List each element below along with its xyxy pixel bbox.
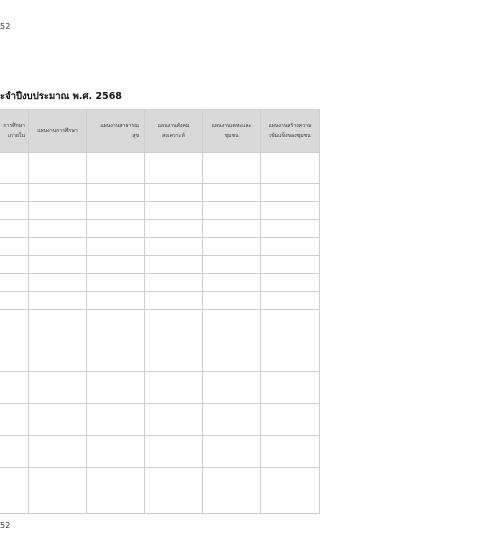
budget-plan-table [0, 109, 320, 514]
table-row [0, 404, 320, 436]
page-number-top: 52 [0, 22, 11, 31]
table-row [0, 238, 320, 256]
document-heading: ะจำปีงบประมาณ พ.ศ. 2568 [0, 91, 122, 102]
header-community-strengthening-plan: แผนงานสร้างความ เข้มแข็งของชุมชน [261, 110, 320, 153]
table-row [0, 153, 320, 184]
table-row [0, 256, 320, 274]
header-public-health-plan: แผนงานสาธารณ สุข [87, 110, 145, 153]
table-row [0, 184, 320, 202]
table-row [0, 468, 320, 514]
header-education-internal: การศึกษา เภายใน [0, 110, 29, 153]
table-row [0, 292, 320, 310]
table-row [0, 274, 320, 292]
table-row [0, 436, 320, 468]
table-row [0, 310, 320, 372]
header-housing-community-plan: แผนงานเคหะและ ชุมชน [203, 110, 261, 153]
table-header-row [0, 110, 320, 153]
header-social-welfare-plan: แผนงานสังคม สงเคราะห์ [145, 110, 203, 153]
table-row [0, 220, 320, 238]
table-row [0, 372, 320, 404]
table-row [0, 202, 320, 220]
page-number-bottom: 52 [0, 521, 11, 530]
header-education-plan: แผนงานการศึกษา [29, 110, 87, 153]
